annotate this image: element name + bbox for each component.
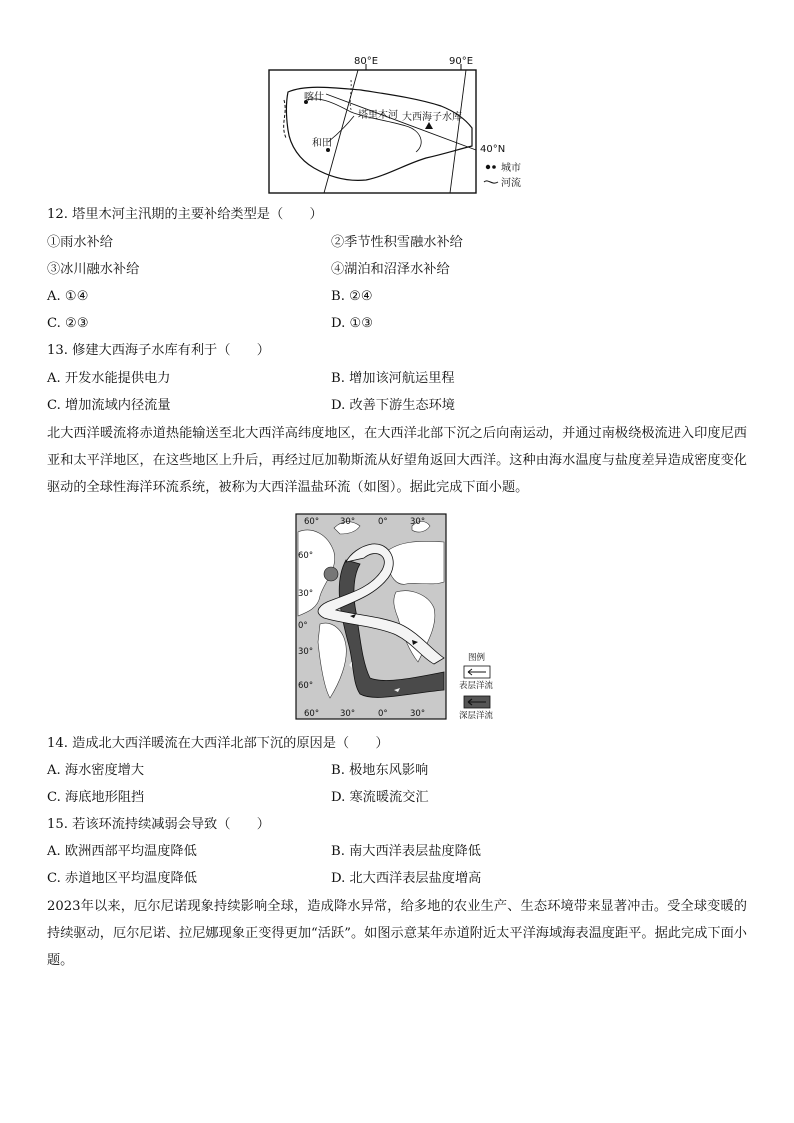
legend-title: 图例 — [468, 653, 486, 663]
top-tick-0: 0° — [378, 517, 388, 527]
q12-statement-1: ①雨水补给 — [47, 235, 113, 250]
left-tick-30n: 30° — [298, 589, 314, 599]
q14-option-c[interactable]: C. 海底地形阻挡 — [47, 790, 145, 805]
bottom-tick-30e: 30° — [410, 709, 426, 719]
tarim-river-label: 塔里木河 — [358, 110, 398, 121]
q13-option-a[interactable]: A. 开发水能提供电力 — [47, 371, 171, 386]
top-tick-30w: 30° — [340, 517, 356, 527]
q12-statement-2: ②季节性积雪融水补给 — [331, 235, 463, 250]
q15-option-a[interactable]: A. 欧洲西部平均温度降低 — [47, 844, 197, 859]
q15-option-c[interactable]: C. 赤道地区平均温度降低 — [47, 871, 197, 886]
legend-surface-label: 表层洋流 — [459, 681, 494, 691]
left-tick-30s: 30° — [298, 647, 314, 657]
tarim-map — [266, 54, 536, 196]
q12-statement-4: ④湖泊和沼泽水补给 — [331, 262, 450, 277]
q15-stem: 15. 若该环流持续减弱会导致（ ） — [47, 817, 270, 832]
q13-stem: 13. 修建大西海子水库有利于（ ） — [47, 343, 270, 358]
kashi-label: 喀什 — [304, 92, 324, 103]
thermohaline-passage: 北大西洋暖流将赤道热能输送至北大西洋高纬度地区，在大西洋北部下沉之后向南运动，并通过南极绕极流进入印度尼西亚和太平洋地区，在这些地区上升后，再经过厄加勒斯流从好望角返回大西洋。这种由海水温度与盐度差异造成密度变化驱动的全球性海洋环流系统，被称为大西洋温盐环流（如图）。据此完成下面小题。 — [47, 426, 747, 495]
reservoir-label: 大西海子水库 — [402, 112, 462, 123]
q12-stem: 12. 塔里木河主汛期的主要补给类型是（ ） — [47, 207, 323, 222]
legend-city-label: 城市 — [501, 163, 521, 174]
q15-option-d[interactable]: D. 北大西洋表层盐度增高 — [331, 871, 482, 886]
top-tick-60w: 60° — [304, 517, 320, 527]
lon-90-label: 90°E — [449, 56, 474, 67]
lon-80-label: 80°E — [354, 56, 379, 67]
tarim-map-figure — [266, 54, 536, 196]
left-tick-60s: 60° — [298, 681, 314, 691]
q12-option-a[interactable]: A. ①④ — [47, 289, 89, 304]
legend-river-label: 河流 — [501, 178, 521, 189]
sinking-zone-marker — [324, 567, 338, 581]
q13-option-b[interactable]: B. 增加该河航运里程 — [331, 371, 455, 386]
q14-stem: 14. 造成北大西洋暖流在大西洋北部下沉的原因是（ ） — [47, 736, 389, 751]
bottom-tick-30w: 30° — [340, 709, 356, 719]
q13-option-d[interactable]: D. 改善下游生态环境 — [331, 398, 455, 413]
q15-option-b[interactable]: B. 南大西洋表层盐度降低 — [331, 844, 481, 859]
hetian-label: 和田 — [312, 138, 332, 149]
q13-option-c[interactable]: C. 增加流域内径流量 — [47, 398, 171, 413]
q12-option-c[interactable]: C. ②③ — [47, 316, 89, 331]
q12-option-b[interactable]: B. ②④ — [331, 289, 373, 304]
top-tick-30e: 30° — [410, 517, 426, 527]
el-nino-passage: 2023年以来，厄尔尼诺现象持续影响全球，造成降水异常，给多地的农业生产、生态环境带来显著冲击。受全球变暖的持续驱动，厄尔尼诺、拉尼娜现象正变得更加“活跃”。如图示意某年赤道附近太平洋海域海表温度距平。据此完成下面小题。 — [47, 899, 747, 968]
q14-option-a[interactable]: A. 海水密度增大 — [47, 763, 145, 778]
left-tick-0: 0° — [298, 621, 308, 631]
q12-option-d[interactable]: D. ①③ — [331, 316, 374, 331]
left-tick-60n: 60° — [298, 551, 314, 561]
legend-deep-label: 深层洋流 — [459, 711, 494, 721]
bottom-tick-0: 0° — [378, 709, 388, 719]
q14-option-b[interactable]: B. 极地东风影响 — [331, 763, 429, 778]
q14-option-d[interactable]: D. 寒流暖流交汇 — [331, 790, 429, 805]
bottom-tick-60w: 60° — [304, 709, 320, 719]
thermohaline-map — [294, 512, 506, 722]
thermohaline-map-figure — [294, 512, 506, 722]
lat-40-label: 40°N — [480, 144, 506, 155]
q12-statement-3: ③冰川融水补给 — [47, 262, 140, 277]
